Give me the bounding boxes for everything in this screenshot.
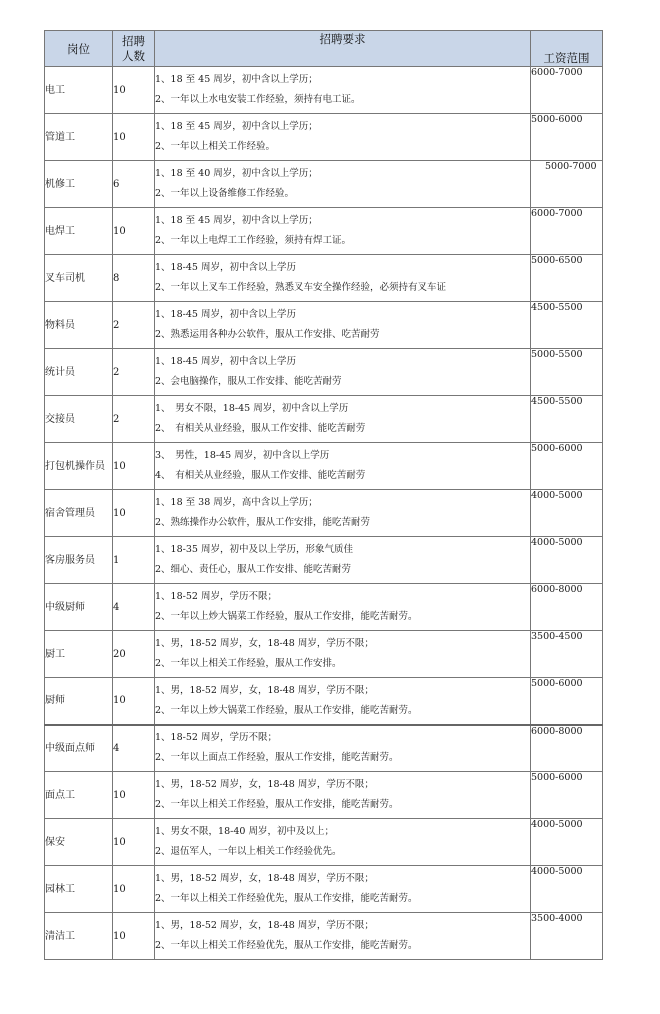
requirement-line-2: 2、 有相关从业经验，服从工作安排、能吃苦耐劳 <box>155 423 366 434</box>
count-cell: 2 <box>113 302 155 349</box>
requirements-cell <box>155 537 531 584</box>
requirement-line-1: 1、男女不限，18-40 周岁，初中及以上； <box>155 826 334 837</box>
count-cell: 10 <box>113 443 155 490</box>
position-cell: 客房服务员 <box>45 537 113 584</box>
requirement-line-1: 1、18-52 周岁，学历不限； <box>155 732 277 744</box>
requirements-cell <box>155 631 531 678</box>
position-cell: 管道工 <box>45 114 113 161</box>
requirement-line-1: 1、18 至 45 周岁，初中含以上学历； <box>155 215 318 226</box>
table-row <box>45 396 603 443</box>
salary-cell: 5000-6000 <box>531 772 603 819</box>
requirement-line-1: 1、18-35 周岁，初中及以上学历，形象气质佳 <box>155 544 353 555</box>
salary-cell: 5000-6500 <box>531 255 603 302</box>
position-cell: 中级厨师 <box>45 584 113 631</box>
salary-cell: 3500-4000 <box>531 913 603 960</box>
position-cell: 清洁工 <box>45 913 113 960</box>
requirement-line-1: 1、18 至 40 周岁，初中含以上学历； <box>155 168 318 179</box>
table-row <box>45 443 603 490</box>
position-cell: 中级面点师 <box>45 725 113 772</box>
position-cell: 打包机操作员 <box>45 443 113 490</box>
requirement-line-2: 2、一年以上设备维修工作经验。 <box>155 188 295 199</box>
count-cell: 10 <box>113 490 155 537</box>
requirement-line-1: 1、男，18-52 周岁，女，18-48 周岁，学历不限； <box>155 638 374 649</box>
requirement-line-2: 2、一年以上相关工作经验。 <box>155 141 276 152</box>
position-cell: 电焊工 <box>45 208 113 255</box>
salary-cell: 6000-7000 <box>531 67 603 114</box>
requirements-cell <box>155 490 531 537</box>
salary-cell: 4500-5500 <box>531 302 603 349</box>
requirement-line-1: 3、 男性，18-45 周岁，初中含以上学历 <box>155 450 330 461</box>
requirements-cell <box>155 302 531 349</box>
requirements-cell <box>155 67 531 114</box>
requirements-cell <box>155 913 531 960</box>
header-count <box>113 31 155 67</box>
count-cell: 10 <box>113 208 155 255</box>
salary-cell: 4000-5000 <box>531 866 603 913</box>
count-cell: 10 <box>113 772 155 819</box>
requirement-line-2: 2、退伍军人，一年以上相关工作经验优先。 <box>155 846 342 857</box>
table-row <box>45 584 603 631</box>
table-row <box>45 913 603 960</box>
requirements-cell <box>155 443 531 490</box>
requirement-line-2: 4、 有相关从业经验，服从工作安排、能吃苦耐劳 <box>155 470 366 481</box>
count-cell: 6 <box>113 161 155 208</box>
requirements-cell <box>155 678 531 725</box>
requirement-line-2: 2、一年以上叉车工作经验，熟悉叉车安全操作经验，必须持有叉车证 <box>155 282 447 293</box>
requirements-cell <box>155 349 531 396</box>
requirement-line-1: 1、18-45 周岁，初中含以上学历 <box>155 356 296 367</box>
position-cell: 厨工 <box>45 631 113 678</box>
position-cell: 厨师 <box>45 678 113 725</box>
recruitment-table <box>44 30 603 960</box>
salary-cell: 5000-6000 <box>531 114 603 161</box>
requirement-line-2: 2、细心、责任心，服从工作安排、能吃苦耐劳 <box>155 564 352 575</box>
count-cell: 10 <box>113 866 155 913</box>
requirements-cell <box>155 208 531 255</box>
requirement-line-1: 1、18-52 周岁，学历不限； <box>155 591 277 602</box>
salary-cell: 4500-5500 <box>531 396 603 443</box>
count-cell: 2 <box>113 396 155 443</box>
count-cell: 20 <box>113 631 155 678</box>
requirements-cell <box>155 161 531 208</box>
requirement-line-2: 2、一年以上水电安装工作经验，须持有电工证。 <box>155 94 361 105</box>
requirement-line-2: 2、一年以上相关工作经验，服从工作安排。 <box>155 658 342 669</box>
salary-cell: 5000-5500 <box>531 349 603 396</box>
header-salary: 工资范围 <box>531 31 603 67</box>
requirement-line-2: 2、一年以上电焊工工作经验，须持有焊工证。 <box>155 235 352 246</box>
requirement-line-2: 2、一年以上相关工作经验优先，服从工作安排，能吃苦耐劳。 <box>155 893 418 904</box>
requirement-line-1: 1、男，18-52 周岁，女，18-48 周岁，学历不限； <box>155 684 374 696</box>
position-cell: 交接员 <box>45 396 113 443</box>
requirement-line-2: 2、一年以上面点工作经验，服从工作安排，能吃苦耐劳。 <box>155 752 399 764</box>
table-row <box>45 537 603 584</box>
position-cell: 面点工 <box>45 772 113 819</box>
requirements-cell <box>155 725 531 772</box>
salary-cell: 4000-5000 <box>531 819 603 866</box>
header-row <box>45 31 603 67</box>
position-cell: 叉车司机 <box>45 255 113 302</box>
table-row <box>45 114 603 161</box>
requirement-line-2: 2、会电脑操作，服从工作安排、能吃苦耐劳 <box>155 376 342 387</box>
requirement-line-1: 1、18 至 45 周岁，初中含以上学历； <box>155 74 318 85</box>
requirements-cell <box>155 866 531 913</box>
salary-cell: 6000-8000 <box>531 584 603 631</box>
requirement-line-1: 1、18 至 38 周岁，高中含以上学历； <box>155 497 318 508</box>
table-row <box>45 772 603 819</box>
table-row <box>45 725 603 772</box>
table-row <box>45 208 603 255</box>
position-cell: 园林工 <box>45 866 113 913</box>
table-row <box>45 490 603 537</box>
position-cell: 宿舍管理员 <box>45 490 113 537</box>
position-cell: 机修工 <box>45 161 113 208</box>
table-row <box>45 678 603 725</box>
requirement-line-2: 2、一年以上相关工作经验优先，服从工作安排，能吃苦耐劳。 <box>155 940 418 951</box>
requirements-cell <box>155 772 531 819</box>
header-count-line1: 招聘 <box>122 33 145 48</box>
requirement-line-2: 2、熟悉运用各种办公软件，服从工作安排、吃苦耐劳 <box>155 329 380 340</box>
count-cell: 8 <box>113 255 155 302</box>
position-cell: 保安 <box>45 819 113 866</box>
salary-cell: 5000-7000 <box>531 161 603 208</box>
table-body <box>45 67 603 960</box>
requirement-line-2: 2、熟练操作办公软件，服从工作安排，能吃苦耐劳 <box>155 517 371 528</box>
requirement-line-2: 2、一年以上炒大锅菜工作经验，服从工作安排，能吃苦耐劳。 <box>155 704 418 716</box>
count-cell: 10 <box>113 114 155 161</box>
requirement-line-1: 1、18 至 45 周岁，初中含以上学历； <box>155 121 318 132</box>
table-row <box>45 255 603 302</box>
position-cell: 物料员 <box>45 302 113 349</box>
count-cell: 10 <box>113 913 155 960</box>
requirement-line-1: 1、男，18-52 周岁，女，18-48 周岁，学历不限； <box>155 920 374 931</box>
table-row <box>45 819 603 866</box>
header-requirements: 招聘要求 <box>155 31 531 67</box>
count-cell: 4 <box>113 725 155 772</box>
requirement-line-1: 1、男，18-52 周岁，女，18-48 周岁，学历不限； <box>155 873 374 884</box>
requirement-line-2: 2、一年以上炒大锅菜工作经验，服从工作安排，能吃苦耐劳。 <box>155 611 418 622</box>
requirement-line-1: 1、 男女不限，18-45 周岁，初中含以上学历 <box>155 403 349 414</box>
salary-cell: 4000-5000 <box>531 490 603 537</box>
header-count-line2: 人数 <box>122 48 145 63</box>
header-position: 岗位 <box>45 31 113 67</box>
salary-cell: 3500-4500 <box>531 631 603 678</box>
count-cell: 10 <box>113 678 155 725</box>
requirements-cell <box>155 396 531 443</box>
requirements-cell <box>155 584 531 631</box>
requirement-line-2: 2、一年以上相关工作经验，服从工作安排，能吃苦耐劳。 <box>155 799 399 810</box>
position-cell: 电工 <box>45 67 113 114</box>
requirements-cell <box>155 114 531 161</box>
table-row <box>45 302 603 349</box>
requirement-line-1: 1、18-45 周岁，初中含以上学历 <box>155 309 296 320</box>
salary-cell: 6000-7000 <box>531 208 603 255</box>
count-cell: 4 <box>113 584 155 631</box>
table-row <box>45 866 603 913</box>
salary-cell: 5000-6000 <box>531 443 603 490</box>
table-row <box>45 631 603 678</box>
requirement-line-1: 1、男，18-52 周岁，女，18-48 周岁，学历不限； <box>155 779 374 790</box>
table-row <box>45 349 603 396</box>
count-cell: 10 <box>113 67 155 114</box>
count-cell: 1 <box>113 537 155 584</box>
table-row <box>45 67 603 114</box>
requirement-line-1: 1、18-45 周岁，初中含以上学历 <box>155 262 296 273</box>
requirements-cell <box>155 255 531 302</box>
count-cell: 2 <box>113 349 155 396</box>
position-cell: 统计员 <box>45 349 113 396</box>
salary-cell: 4000-5000 <box>531 537 603 584</box>
salary-cell: 5000-6000 <box>531 678 603 725</box>
count-cell: 10 <box>113 819 155 866</box>
requirements-cell <box>155 819 531 866</box>
table-row <box>45 161 603 208</box>
salary-cell: 6000-8000 <box>531 725 603 772</box>
